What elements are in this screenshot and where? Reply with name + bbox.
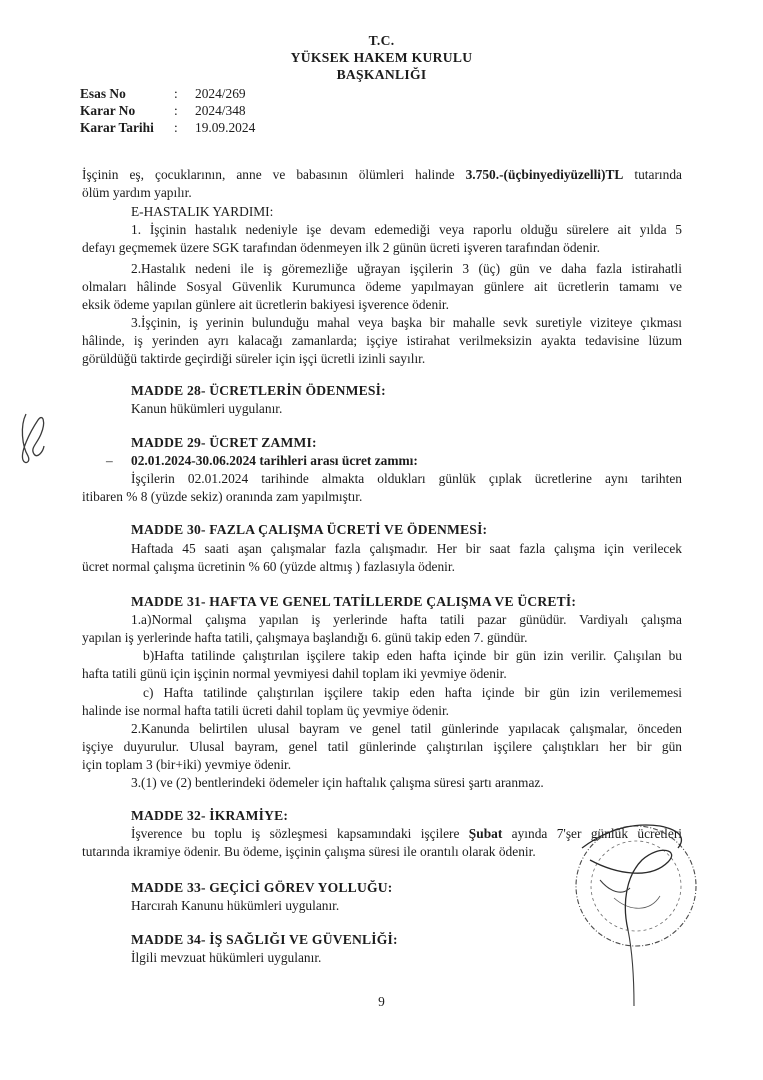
handwritten-initial-icon: [16, 410, 50, 468]
madde-31-title: MADDE 31- HAFTA VE GENEL TATİLLERDE ÇALIŞMA VE ÜCRETİ:: [131, 594, 577, 609]
madde-32-line-2: tutarında ikramiye ödenir. Bu ödeme, işçinin çalışma süresi ile orantılı olarak ödenir.: [82, 844, 536, 859]
tarih-value: 19.09.2024: [195, 120, 256, 135]
karar-value: 2024/348: [195, 103, 246, 118]
madde-28-text: Kanun hükümleri uygulanır.: [131, 401, 283, 416]
hastalik-p2-line-3: eksik ödeme yapılan günlere ait ücretlerin bakiyesi işverence ödenir.: [82, 297, 449, 312]
hastalik-p2-line-2: olmaları hâlinde Sosyal Güvenlik Kurumunca ödeme yapılmayan günlere ait ücretlerin tamamı ve: [82, 279, 682, 294]
madde-31-d-line-2: işçiye duyurulur. Ulusal bayram, genel tatil günlerinde çalıştırılan işçilere çalıştıkları her bir gün: [82, 739, 682, 754]
esas-value: 2024/269: [195, 86, 246, 101]
madde-32-title: MADDE 32- İKRAMİYE:: [131, 808, 289, 823]
madde-31-e-line-1: 3.(1) ve (2) bentlerindeki ödemeler için haftalık çalışma süresi şartı aranmaz.: [131, 775, 544, 790]
madde-34-text: İlgili mevzuat hükümleri uygulanır.: [131, 950, 322, 965]
madde-31-a-line-1: 1.a)Normal çalışma yapılan iş yerlerinde hafta tatili pazar günüdür. Vardiyalı çalışma: [131, 612, 682, 627]
esas-colon: :: [174, 86, 178, 101]
madde-31-c-line-2: halinde ise normal hafta tatili ücreti dahil toplam üç yevmiye ödenir.: [82, 703, 450, 718]
madde-32-line-1: İşverence bu toplu iş sözleşmesi kapsamındaki işçilere Şubat ayında 7'şer günlük ücretleri: [131, 826, 682, 841]
hastalik-title: E-HASTALIK YARDIMI:: [131, 204, 274, 219]
hastalik-p1-line-2: defayı geçmemek üzere SGK tarafından ödenmeyen ilk 2 günün ücreti işveren tarafından ödenir.: [82, 240, 600, 255]
madde-31-d-line-1: 2.Kanunda belirtilen ulusal bayram ve genel tatil günlerinde yapılacak çalışmalar, önceden: [131, 721, 682, 736]
madde-33-title: MADDE 33- GEÇİCİ GÖREV YOLLUĞU:: [131, 880, 393, 895]
madde-29-subtitle: 02.01.2024-30.06.2024 tarihleri arası ücret zammı:: [131, 453, 418, 468]
madde-29-dash: –: [106, 453, 113, 468]
tarih-label: Karar Tarihi: [80, 120, 154, 135]
karar-colon: :: [174, 103, 178, 118]
header-tc: T.C.: [368, 33, 395, 48]
madde-31-d-line-3: için toplam 3 (bir+iki) yevmiye ödenir.: [82, 757, 292, 772]
header-institution: YÜKSEK HAKEM KURULU: [290, 50, 473, 65]
round-seal-stamp-icon: [570, 800, 705, 1010]
hastalik-p3-line-2: hâlinde, iş yerinden ayrı kalacağı zamanlarda; işçiye istirahat verilmeksizin ayakta tedavisine lüzum: [82, 333, 682, 348]
esas-label: Esas No: [80, 86, 126, 101]
madde-30-line-1: Haftada 45 saati aşan çalışmalar fazla çalışmadır. Her bir saat fazla çalışma için verilecek: [131, 541, 682, 556]
hastalik-p3-line-1: 3.İşçinin, iş yerinin bulunduğu mahal veya başka bir mahalle sevk suretiyle viziteye çıkması: [131, 315, 682, 330]
madde-31-b-line-2: hafta tatili günü için işçinin normal yevmiyesi dahil toplam iki yevmiye ödenir.: [82, 666, 507, 681]
madde-29-line-2: itibaren % 8 (yüzde sekiz) oranında zam yapılmıştır.: [82, 489, 363, 504]
madde-31-b-line-1: b)Hafta tatilinde çalıştırılan işçilere takip eden hafta içinde bir gün izin verilir. Çalışılan bu: [143, 648, 682, 663]
madde-31-a-line-2: yapılan iş yerlerinde hafta tatili, çalışmaya başlandığı 6. günü takip eden 7. gündür.: [82, 630, 528, 645]
madde-29-line-1: İşçilerin 02.01.2024 tarihinde almakta oldukları günlük çıplak ücretlerine aynı tarihten: [131, 471, 682, 486]
header-presidency: BAŞKANLIĞI: [336, 67, 427, 82]
hastalik-p1-line-1: 1. İşçinin hastalık nedeniyle işe devam edemediği veya raporlu olduğu sürelere ait yılda 5: [131, 222, 682, 237]
madde-33-text: Harcırah Kanunu hükümleri uygulanır.: [131, 898, 340, 913]
intro-line-1: İşçinin eş, çocuklarının, anne ve babasının ölümleri halinde 3.750.-(üçbinyediyüzelli)TL tutarında: [82, 167, 682, 182]
madde-34-title: MADDE 34- İŞ SAĞLIĞI VE GÜVENLİĞİ:: [131, 932, 398, 947]
intro-line-2: ölüm yardım yapılır.: [82, 185, 192, 200]
madde-30-line-2: ücret normal çalışma ücretinin % 60 (yüzde altmış ) fazlasıyla ödenir.: [82, 559, 455, 574]
karar-label: Karar No: [80, 103, 136, 118]
hastalik-p2-line-1: 2.Hastalık nedeni ile iş göremezliğe uğrayan işçilerin 3 (üç) gün ve daha fazla istirahatli: [131, 261, 682, 276]
madde-31-c-line-1: c) Hafta tatilinde çalıştırılan işçilere takip eden hafta içinde bir gün izin verilememesi: [143, 685, 682, 700]
hastalik-p3-line-3: görüldüğü taktirde geçirdiği süreler için işçi ücretli izinli sayılır.: [82, 351, 426, 366]
madde-30-title: MADDE 30- FAZLA ÇALIŞMA ÜCRETİ VE ÖDENMESİ:: [131, 522, 488, 537]
page-number: 9: [378, 994, 385, 1009]
madde-28-title: MADDE 28- ÜCRETLERİN ÖDENMESİ:: [131, 383, 386, 398]
tarih-colon: :: [174, 120, 178, 135]
madde-29-title: MADDE 29- ÜCRET ZAMMI:: [131, 435, 317, 450]
